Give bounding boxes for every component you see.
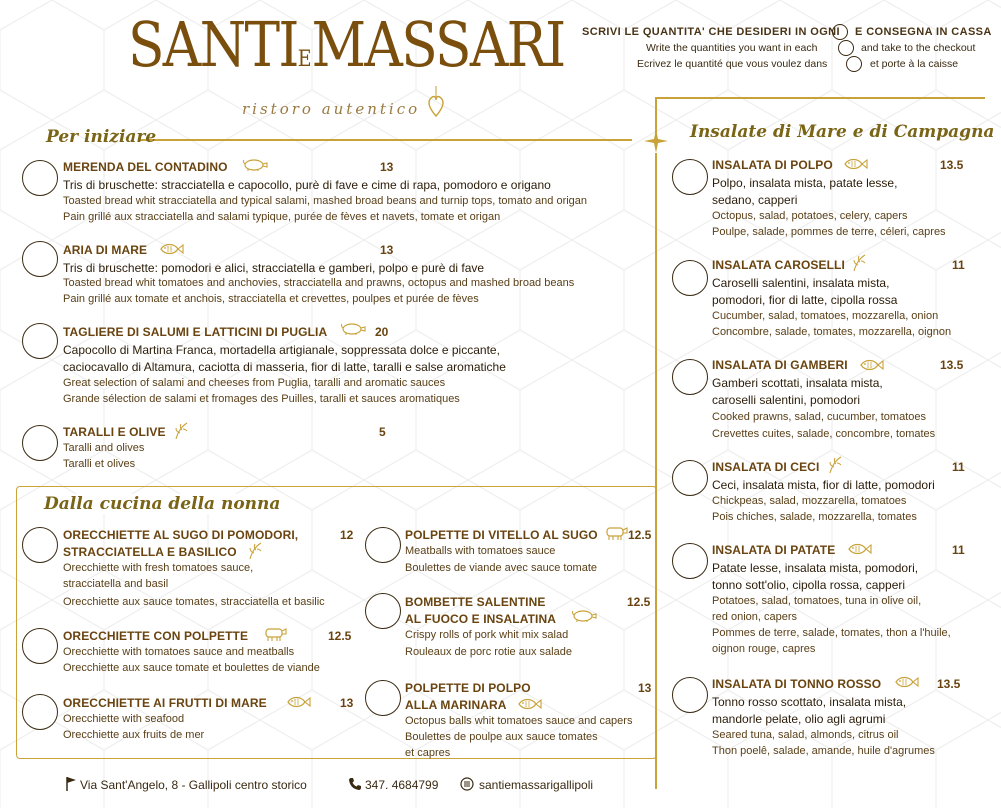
quantity-circle[interactable] bbox=[22, 160, 58, 196]
item-desc-fr: Taralli et olives bbox=[63, 458, 136, 470]
instructions-fr: Ecrivez le quantité que vous voulez dans bbox=[637, 58, 828, 70]
item-name: INSALATA DI PATATE bbox=[712, 543, 836, 557]
item-price: 13 bbox=[340, 696, 354, 710]
instructions-it: SCRIVI LE QUANTITA' CHE DESIDERI IN OGNI bbox=[582, 26, 840, 38]
item-desc-fr: oignon rouge, capres bbox=[712, 643, 816, 655]
fish-icon bbox=[846, 542, 872, 561]
item-desc-en: Great selection of salami and cheeses from Puglia, taralli and aromatic sauces bbox=[63, 377, 446, 389]
item-name: TARALLI E OLIVE bbox=[63, 425, 166, 439]
quantity-circle[interactable] bbox=[365, 593, 401, 629]
leaf-icon bbox=[852, 254, 866, 277]
quantity-circle[interactable] bbox=[672, 460, 708, 496]
item-desc-en: Potatoes, salad, tomatoes, tuna in olive oil, bbox=[712, 595, 922, 607]
item-desc-it: Gamberi scottati, insalata mista, bbox=[712, 376, 883, 390]
item-name: INSALATA CAROSELLI bbox=[712, 258, 845, 272]
item-desc-it: Tris di bruschette: pomodori e alici, stracciatella e gamberi, polpo e purè di fave bbox=[63, 261, 485, 275]
quantity-circle[interactable] bbox=[22, 527, 58, 563]
item-desc-it: caroselli salentini, pomodori bbox=[712, 393, 861, 407]
item-desc-it: Ceci, insalata mista, fior di latte, pomodori bbox=[712, 478, 935, 492]
item-name: INSALATA DI POLPO bbox=[712, 158, 833, 172]
quantity-circle[interactable] bbox=[672, 543, 708, 579]
item-desc-en: Chickpeas, salad, mozzarella, tomatoes bbox=[712, 495, 907, 507]
item-price: 12 bbox=[340, 528, 354, 542]
item-price: 11 bbox=[952, 258, 965, 272]
item-name: ORECCHIETTE AI FRUTTI DI MARE bbox=[63, 696, 267, 710]
item-price: 12.5 bbox=[628, 528, 652, 542]
item-desc-en: stracciatella and basil bbox=[63, 578, 169, 590]
quantity-circle[interactable] bbox=[22, 323, 58, 359]
item-desc-en: Cooked prawns, salad, cucumber, tomatoes bbox=[712, 411, 927, 423]
item-name: ORECCHIETTE AL SUGO DI POMODORI, bbox=[63, 528, 299, 542]
item-desc-fr: Rouleaux de porc rotie aux salade bbox=[405, 646, 572, 658]
instructions-en-end: and take to the checkout bbox=[861, 42, 976, 54]
quantity-circle[interactable] bbox=[672, 159, 708, 195]
item-desc-en: Orecchiette with fresh tomatoes sauce, bbox=[63, 562, 254, 574]
leaf-icon bbox=[828, 456, 842, 479]
item-price: 5 bbox=[379, 425, 386, 439]
quantity-circle[interactable] bbox=[22, 628, 58, 664]
item-name: TAGLIERE DI SALUMI E LATTICINI DI PUGLIA bbox=[63, 325, 328, 339]
item-desc-fr: Grande sélection de salami et fromages des Puilles, taralli et sauces aromatiques bbox=[63, 393, 460, 405]
instructions-en: Write the quantities you want in each bbox=[646, 42, 818, 54]
item-name: AL FUOCO E INSALATINA bbox=[405, 612, 556, 626]
item-desc-it: tonno sott'olio, cipolla rossa, capperi bbox=[712, 578, 906, 592]
divider-line bbox=[140, 139, 632, 141]
quantity-circle[interactable] bbox=[22, 694, 58, 730]
item-desc-fr: Poulpe, salade, pommes de terre, céleri, capres bbox=[712, 226, 946, 238]
item-desc-it: Patate lesse, insalata mista, pomodori, bbox=[712, 561, 919, 575]
item-desc-fr: Pain grillé aux tomate et anchois, stracciatella et crevettes, poulpes et purée de fèves bbox=[63, 293, 479, 305]
fish-icon bbox=[285, 695, 311, 714]
item-desc-fr: Concombre, salade, tomates, mozzarella, oignon bbox=[712, 326, 952, 338]
item-name: ARIA DI MARE bbox=[63, 243, 148, 257]
item-desc-it: mandorle pelate, olio agli agrumi bbox=[712, 712, 886, 726]
brand-logo: SANTIEMASSARI bbox=[128, 8, 565, 81]
instructions-circle bbox=[838, 40, 854, 56]
leaf-icon bbox=[174, 422, 188, 445]
fish-icon bbox=[158, 242, 184, 261]
item-desc-fr: Orecchiette aux fruits de mer bbox=[63, 729, 205, 741]
item-price: 13 bbox=[380, 160, 394, 174]
footer-address: Via Sant'Angelo, 8 - Gallipoli centro storico bbox=[80, 778, 307, 792]
item-desc-fr: Boulettes de poulpe aux sauce tomates bbox=[405, 731, 598, 743]
flag-icon bbox=[66, 776, 78, 792]
quantity-circle[interactable] bbox=[22, 241, 58, 277]
item-desc-en: Seared tuna, salad, almonds, citrus oil bbox=[712, 729, 899, 741]
item-name: INSALATA DI GAMBERI bbox=[712, 358, 848, 372]
item-desc-fr: Pois chiches, salade, mozzarella, tomates bbox=[712, 511, 917, 523]
brand-tagline: ristoro autentico bbox=[242, 100, 421, 118]
item-name: INSALATA DI CECI bbox=[712, 460, 820, 474]
item-desc-en: red onion, capers bbox=[712, 611, 797, 623]
cow-icon bbox=[262, 626, 288, 647]
item-name: ALLA MARINARA bbox=[405, 698, 507, 712]
item-desc-it: pomodori, fior di latte, cipolla rossa bbox=[712, 293, 898, 307]
instructions-circle bbox=[832, 24, 848, 40]
item-desc-it: caciocavallo di Altamura, caciotta di masseria, fior di latte, taralli e salse aromatiche bbox=[63, 360, 506, 374]
item-desc-fr: Crevettes cuites, salade, concombre, tomates bbox=[712, 428, 936, 440]
item-price: 12.5 bbox=[328, 629, 352, 643]
item-desc-en: Octopus balls whit tomatoes sauce and capers bbox=[405, 715, 633, 727]
item-desc-it: sedano, capperi bbox=[712, 193, 798, 207]
item-desc-it: Capocollo di Martina Franca, mortadella artigianale, soppressata dolce e piccante, bbox=[63, 343, 500, 357]
quantity-circle[interactable] bbox=[672, 677, 708, 713]
item-desc-fr: Orecchiette aux sauce tomates, stracciatella et basilic bbox=[63, 596, 325, 608]
item-desc-fr: Boulettes de viande avec sauce tomate bbox=[405, 562, 598, 574]
pig-icon bbox=[340, 322, 366, 341]
footer-social[interactable]: santiemassarigallipoli bbox=[479, 778, 594, 792]
item-price: 13.5 bbox=[940, 358, 964, 372]
item-name: MERENDA DEL CONTADINO bbox=[63, 160, 228, 174]
item-name: ORECCHIETTE CON POLPETTE bbox=[63, 629, 249, 643]
instructions-circle bbox=[846, 56, 862, 72]
item-desc-en: Crispy rolls of pork whit mix salad bbox=[405, 629, 569, 641]
section-title-nonna: Dalla cucina della nonna bbox=[40, 494, 284, 514]
item-price: 13.5 bbox=[940, 158, 964, 172]
item-price: 20 bbox=[375, 325, 389, 339]
cow-icon bbox=[603, 525, 629, 546]
item-name: BOMBETTE SALENTINE bbox=[405, 595, 546, 609]
quantity-circle[interactable] bbox=[365, 680, 401, 716]
item-desc-it: Tris di bruschette: stracciatella e capocollo, purè di fave e cime di rapa, pomodoro e origano bbox=[63, 178, 551, 192]
pig-icon bbox=[242, 158, 268, 177]
item-desc-fr: Orecchiette aux sauce tomate et boulettes de viande bbox=[63, 662, 320, 674]
quantity-circle[interactable] bbox=[22, 425, 58, 461]
quantity-circle[interactable] bbox=[672, 260, 708, 296]
heart-icon bbox=[425, 84, 447, 118]
social-icon bbox=[460, 777, 474, 791]
item-desc-it: Caroselli salentini, insalata mista, bbox=[712, 276, 890, 290]
section-title-insalate: Insalate di Mare e di Campagna bbox=[690, 122, 995, 142]
item-name: POLPETTE DI POLPO bbox=[405, 681, 531, 695]
quantity-circle[interactable] bbox=[365, 527, 401, 563]
item-desc-it: Tonno rosso scottato, insalata mista, bbox=[712, 695, 907, 709]
instructions-fr-end: et porte à la caisse bbox=[870, 58, 959, 70]
item-price: 11 bbox=[952, 543, 965, 557]
item-desc-en: Taralli and olives bbox=[63, 442, 145, 454]
divider-line bbox=[655, 97, 985, 99]
item-desc-fr: et capres bbox=[405, 747, 451, 759]
item-price: 12.5 bbox=[627, 595, 651, 609]
fish-icon bbox=[858, 358, 884, 377]
star-ornament-icon bbox=[644, 129, 668, 153]
item-name: STRACCIATELLA E BASILICO bbox=[63, 545, 237, 559]
item-desc-en: Octopus, salad, potatoes, celery, capers bbox=[712, 210, 908, 222]
item-price: 11 bbox=[952, 460, 965, 474]
quantity-circle[interactable] bbox=[672, 359, 708, 395]
item-price: 13.5 bbox=[937, 677, 961, 691]
section-title-iniziare: Per iniziare bbox=[46, 127, 157, 147]
item-name: INSALATA DI TONNO ROSSO bbox=[712, 677, 882, 691]
item-price: 13 bbox=[638, 681, 652, 695]
item-desc-fr: Pommes de terre, salade, tomates, thon a l'huile, bbox=[712, 627, 951, 639]
item-name: POLPETTE DI VITELLO AL SUGO bbox=[405, 528, 598, 542]
item-desc-en: Toasted bread whit tomatoes and anchovies, stracciatella and prawns, octopus and mashed broad beans bbox=[63, 277, 575, 289]
item-desc-fr: Thon poelê, salade, amande, huile d'agrumes bbox=[712, 745, 935, 757]
item-desc-en: Orecchiette with tomatoes sauce and meatballs bbox=[63, 646, 295, 658]
item-price: 13 bbox=[380, 243, 394, 257]
fish-icon bbox=[516, 697, 542, 716]
item-desc-en: Orecchiette with seafood bbox=[63, 713, 185, 725]
footer-phone[interactable]: 347. 4684799 bbox=[365, 778, 439, 792]
fish-icon bbox=[893, 675, 919, 694]
fish-icon bbox=[842, 157, 868, 176]
item-desc-en: Toasted bread whit stracciatella and typical salami, mashed broad beans and turnip tops, tomato and origan bbox=[63, 195, 588, 207]
item-desc-fr: Pain grillé aux stracciatella and salami typique, purée de fèves et navets, tomate et origan bbox=[63, 211, 501, 223]
pig-icon bbox=[571, 609, 597, 628]
phone-icon bbox=[348, 777, 362, 791]
item-desc-en: Cucumber, salad, tomatoes, mozzarella, onion bbox=[712, 310, 939, 322]
instructions-it-end: E CONSEGNA IN CASSA bbox=[855, 26, 992, 38]
item-desc-en: Meatballs with tomatoes sauce bbox=[405, 545, 556, 557]
item-desc-it: Polpo, insalata mista, patate lesse, bbox=[712, 176, 898, 190]
